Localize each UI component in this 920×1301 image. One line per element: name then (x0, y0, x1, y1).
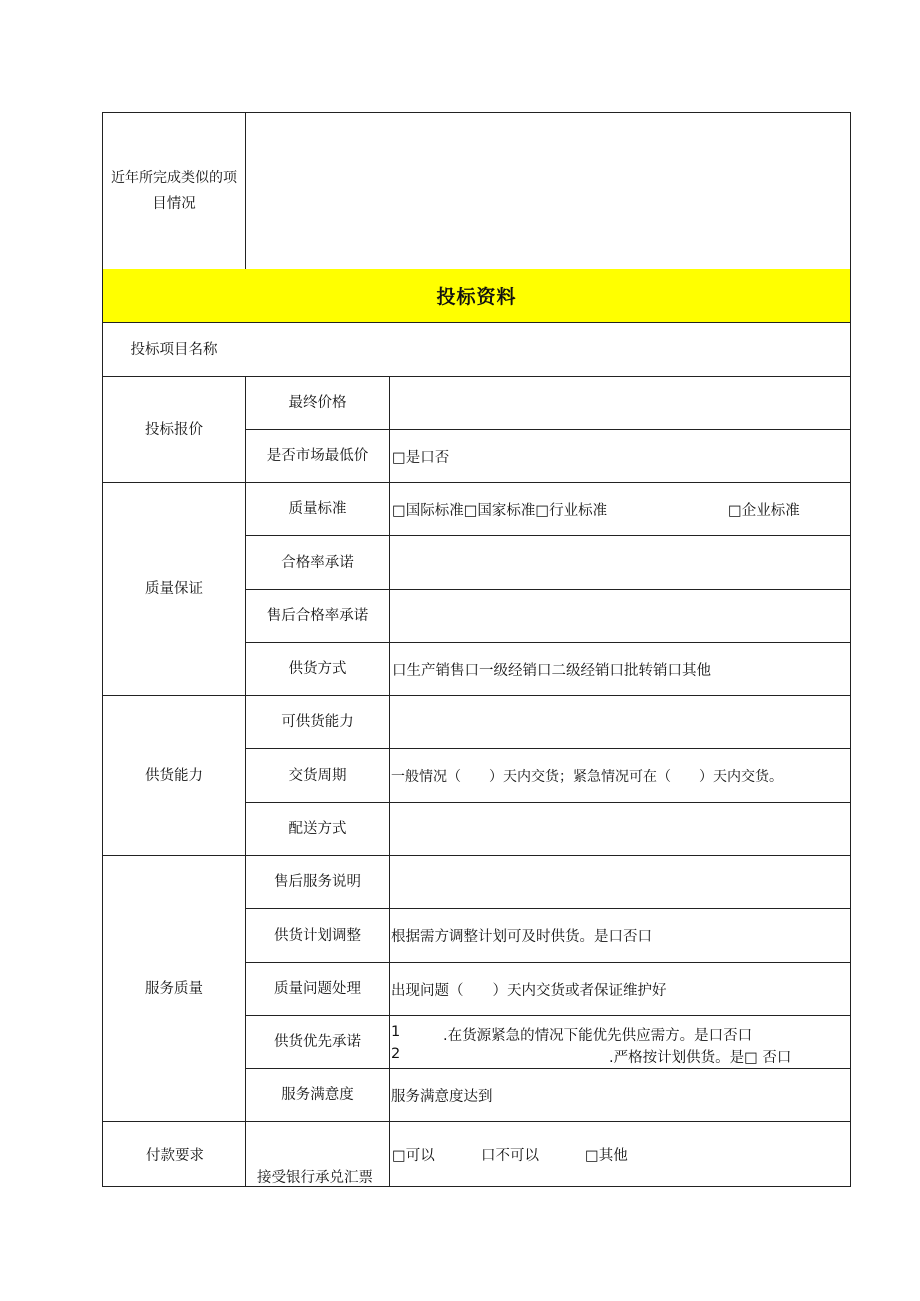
quality-problem-text[interactable]: 出现问题（ ）天内交货或者保证维护好 (391, 982, 667, 999)
section-title: 投标资料 (103, 269, 850, 322)
service-group-label: 服务质量 (145, 980, 203, 997)
similar-projects-label (103, 113, 245, 269)
priority-line1-number: 1 (391, 1024, 401, 1040)
final-price-label: 最终价格 (288, 395, 347, 411)
quality-group-label: 质量保证 (145, 581, 203, 597)
supply-priority-label: 供货优先承诺 (274, 1034, 361, 1050)
plan-adjust-label: 供货计划调整 (274, 927, 361, 944)
priority-line2-number: 2 (391, 1046, 401, 1062)
available-capacity-value[interactable] (390, 696, 850, 748)
priority-line1-text[interactable]: .在货源紧急的情况下能优先供应需方。是口否口 (443, 1028, 753, 1044)
quality-problem-label: 质量问题处理 (274, 981, 361, 997)
satisfaction-label: 服务满意度 (281, 1087, 354, 1103)
pass-rate-label: 合格率承诺 (281, 554, 354, 571)
similar-projects-value[interactable] (246, 113, 850, 269)
supply-mode-options[interactable]: 口生产销售口一级经销口二级经销口批转销口其他 (392, 662, 711, 679)
delivery-cycle-text[interactable]: 一般情况（ ）天内交货；紧急情况可在（ ）天内交货。 (391, 768, 783, 785)
quality-standard-enterprise[interactable]: □企业标准 (728, 502, 800, 519)
bank-acceptance-label: 接受银行承兑汇票 (257, 1170, 373, 1186)
project-name-value[interactable] (246, 323, 850, 376)
after-sales-value[interactable] (390, 856, 850, 908)
quality-standard-options[interactable]: □国际标准□国家标准□行业标准 (392, 502, 608, 519)
capacity-group-label: 供货能力 (145, 767, 203, 784)
rule (102, 1186, 851, 1187)
payment-option-other[interactable]: □其他 (585, 1148, 628, 1164)
quality-standard-label: 质量标准 (288, 501, 347, 517)
delivery-mode-label: 配送方式 (288, 821, 347, 837)
satisfaction-text[interactable]: 服务满意度达到 (391, 1088, 493, 1105)
similar-projects-label-line2: 目情况 (152, 196, 196, 212)
plan-adjust-text[interactable]: 根据需方调整计划可及时供货。是口否口 (391, 929, 652, 945)
payment-group-label: 付款要求 (146, 1148, 204, 1164)
payment-option-no[interactable]: 口不可以 (481, 1148, 539, 1164)
rule (102, 1121, 851, 1122)
similar-projects-label-line1: 近年所完成类似的项 (111, 170, 237, 186)
project-name-label: 投标项目名称 (130, 341, 218, 358)
after-sales-pass-label: 售后合格率承诺 (266, 608, 369, 624)
rule (850, 112, 851, 1187)
lowest-price-label: 是否市场最低价 (266, 448, 369, 464)
available-capacity-label: 可供货能力 (281, 714, 354, 730)
after-sales-pass-value[interactable] (390, 590, 850, 642)
lowest-price-options[interactable]: □是口否 (392, 449, 450, 466)
payment-option-yes[interactable]: □可以 (392, 1148, 435, 1164)
priority-line2-text[interactable]: .严格按计划供货。是□ 否口 (609, 1050, 792, 1066)
supply-mode-label: 供货方式 (288, 661, 347, 677)
final-price-value[interactable] (390, 377, 850, 429)
after-sales-label: 售后服务说明 (274, 874, 361, 890)
rule (389, 376, 390, 1187)
delivery-mode-value[interactable] (390, 803, 850, 855)
pass-rate-value[interactable] (390, 536, 850, 589)
bid-price-group-label: 投标报价 (145, 421, 203, 438)
delivery-cycle-label: 交货周期 (288, 767, 347, 784)
